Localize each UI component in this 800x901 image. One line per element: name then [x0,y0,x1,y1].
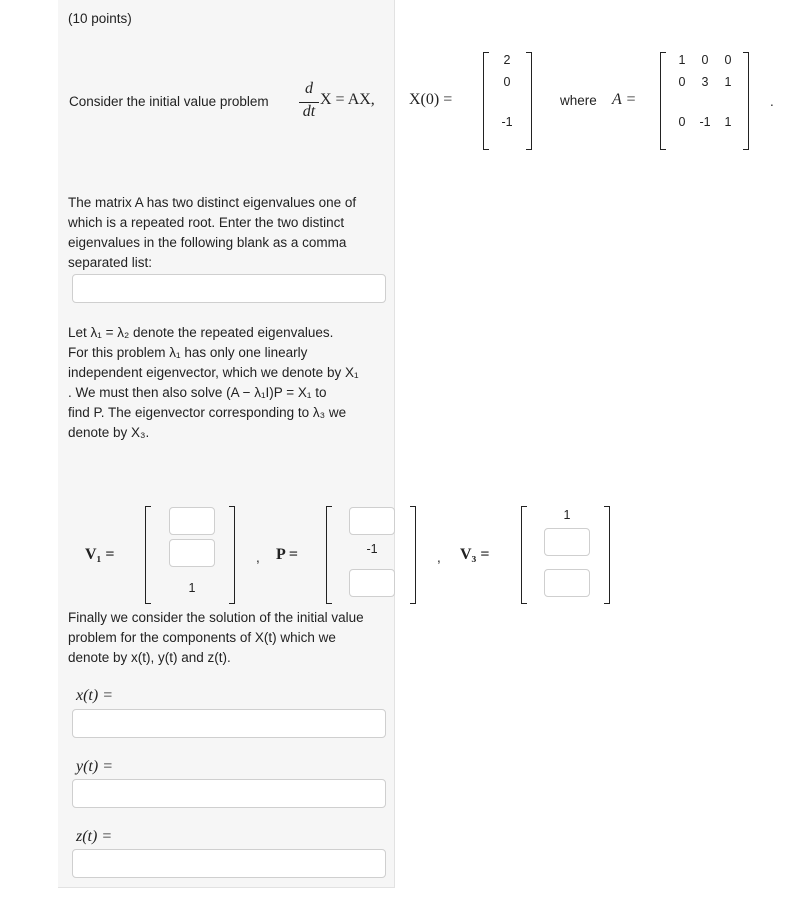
a-left-bracket [660,52,666,150]
q1-line: separated list: [68,255,153,270]
ode-rhs: X = AX, [320,91,375,108]
p-given-entry: -1 [366,542,378,556]
v3-label: V₃ = [460,546,490,563]
problem-intro: Consider the initial value problem [69,94,269,109]
q2-line: . We must then also solve (A − λ₁I)P = X₁ to [68,385,327,400]
x-t-label: x(t) = [76,687,113,704]
x0-right-bracket [526,52,532,150]
v1-given-entry: 1 [188,581,196,595]
comma: , [256,550,260,565]
q1-line: eigenvalues in the following blank as a comma [68,235,347,250]
a-entry: 0 [724,53,732,67]
a-entry: 3 [701,75,709,89]
q1-line: which is a repeated root. Enter the two distinct [68,215,345,230]
z-t-label: z(t) = [76,828,113,845]
v1-entry-2-input[interactable] [169,539,215,567]
p-label: P = [276,546,299,563]
x0-entry: 0 [503,75,511,89]
comma: , [437,550,441,565]
v1-label: V₁ = [85,546,115,563]
y-t-input[interactable] [72,779,386,808]
v3-entry-2-input[interactable] [544,528,590,556]
p-entry-1-input[interactable] [349,507,395,535]
q3-line: problem for the components of X(t) which we [68,630,336,645]
a-entry: -1 [699,115,711,129]
period: . [770,94,774,109]
y-t-label: y(t) = [76,758,113,775]
a-entry: 0 [701,53,709,67]
a-entry: 0 [678,115,686,129]
where-label: where [560,93,597,108]
p-entry-3-input[interactable] [349,569,395,597]
v3-entry-3-input[interactable] [544,569,590,597]
v1-right-bracket [229,506,235,604]
a-entry: 1 [724,75,732,89]
q3-line: denote by x(t), y(t) and z(t). [68,650,231,665]
derivative-numerator: d [305,80,313,97]
initial-condition-label: X(0) = [409,91,453,108]
v3-left-bracket [521,506,527,604]
q2-line: find P. The eigenvector corresponding to λ₃ we [68,405,347,420]
a-entry: 1 [724,115,732,129]
a-entry: 0 [678,75,686,89]
p-left-bracket [326,506,332,604]
a-matrix-label: A = [612,91,637,108]
derivative-denominator: dt [302,103,316,120]
v3-right-bracket [604,506,610,604]
points-label: (10 points) [68,11,132,26]
x-t-input[interactable] [72,709,386,738]
v3-given-entry: 1 [563,508,571,522]
q2-line: denote by X₃. [68,425,150,440]
q3-line: Finally we consider the solution of the initial value [68,610,364,625]
p-right-bracket [410,506,416,604]
eigenvalues-input[interactable] [72,274,386,303]
q2-line: Let λ₁ = λ₂ denote the repeated eigenvalues. [68,325,334,340]
question-panel [58,0,395,888]
q2-line: For this problem λ₁ has only one linearly [68,345,308,360]
v1-entry-1-input[interactable] [169,507,215,535]
v1-left-bracket [145,506,151,604]
x0-entry: -1 [501,115,513,129]
q1-line: The matrix A has two distinct eigenvalues one of [68,195,357,210]
z-t-input[interactable] [72,849,386,878]
a-right-bracket [743,52,749,150]
a-entry: 1 [678,53,686,67]
x0-left-bracket [483,52,489,150]
q2-line: independent eigenvector, which we denote by X₁ [68,365,359,380]
x0-entry: 2 [503,53,511,67]
